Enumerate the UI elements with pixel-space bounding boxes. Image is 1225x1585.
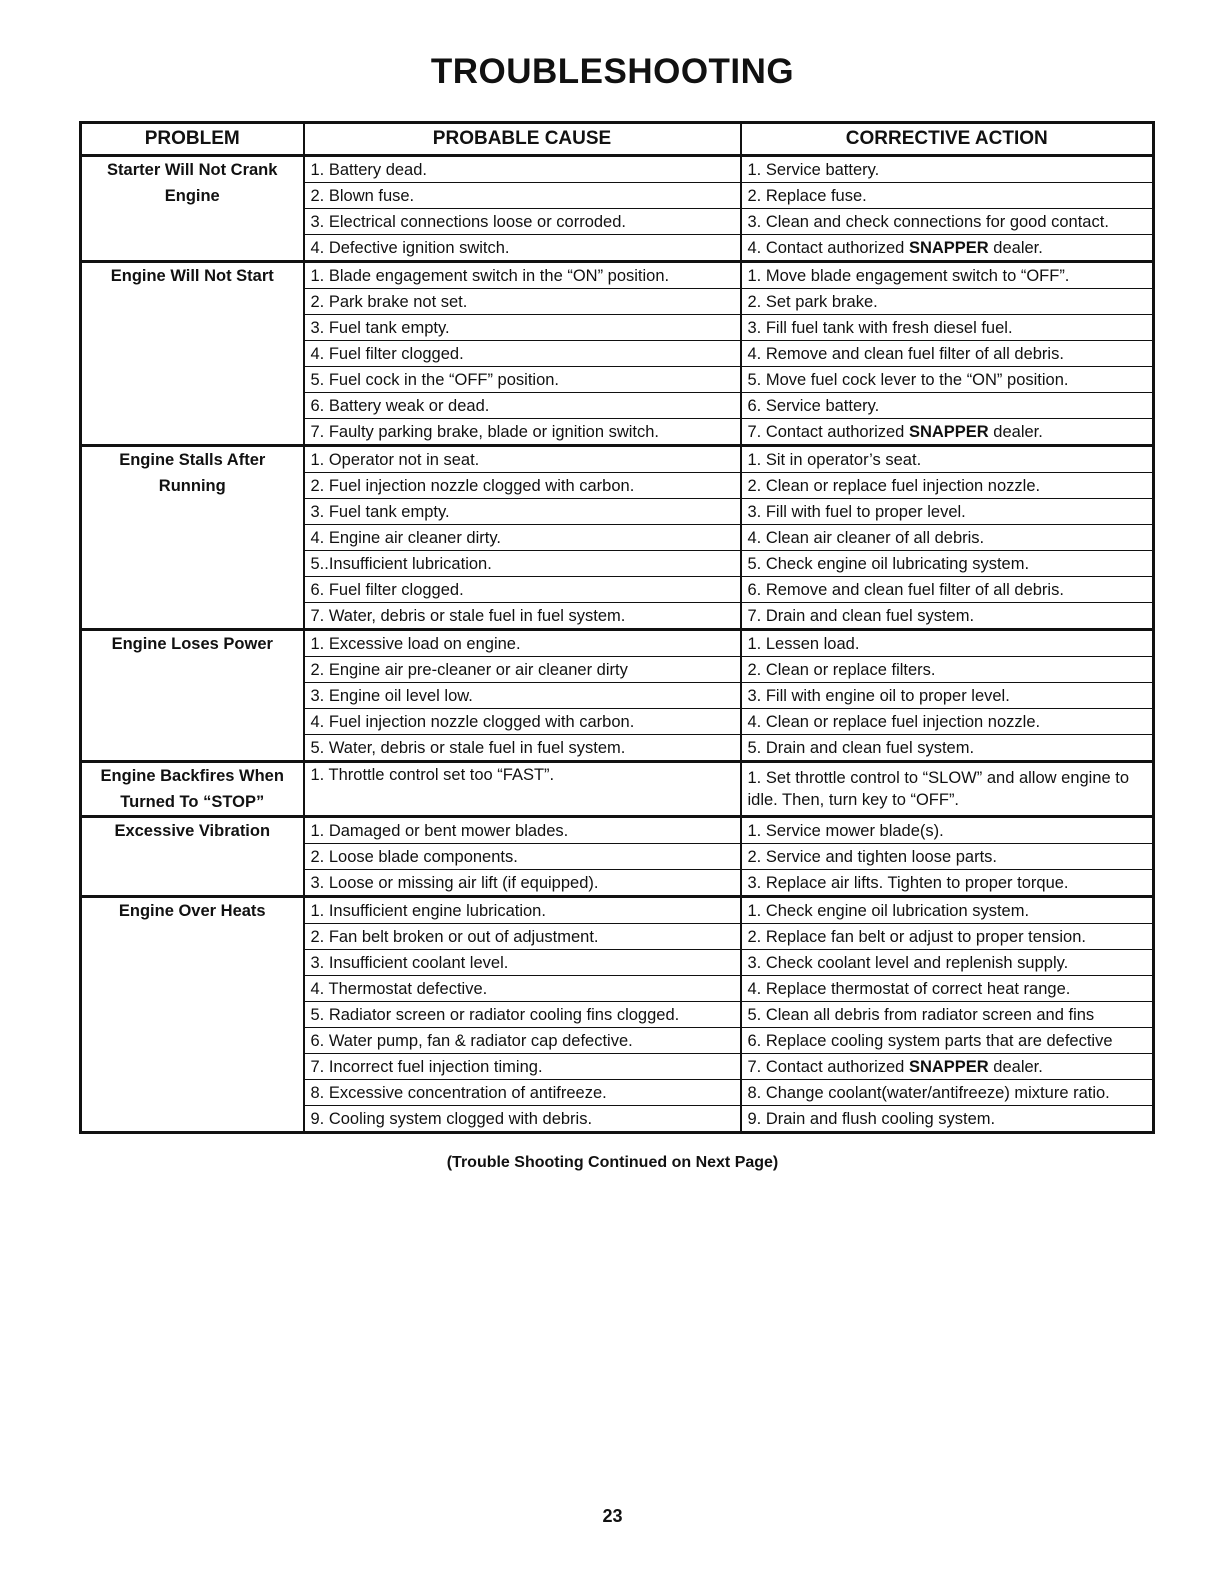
cause-cell: 2. Blown fuse. bbox=[304, 183, 741, 209]
action-cell: 5. Move fuel cock lever to the “ON” position. bbox=[741, 367, 1154, 393]
action-cell: 3. Replace air lifts. Tighten to proper torque. bbox=[741, 870, 1154, 897]
action-cell: 2. Set park brake. bbox=[741, 289, 1154, 315]
cause-cell: 4. Fuel injection nozzle clogged with carbon. bbox=[304, 709, 741, 735]
table-body bbox=[81, 156, 1154, 1133]
cause-cell: 3. Fuel tank empty. bbox=[304, 315, 741, 341]
problem-cell: Engine Over Heats bbox=[81, 897, 304, 1133]
cause-cell: 9. Cooling system clogged with debris. bbox=[304, 1106, 741, 1133]
action-cell: 8. Change coolant(water/antifreeze) mixture ratio. bbox=[741, 1080, 1154, 1106]
cause-cell: 1. Throttle control set too “FAST”. bbox=[304, 762, 741, 817]
cause-cell: 2. Park brake not set. bbox=[304, 289, 741, 315]
action-cell: 3. Fill with engine oil to proper level. bbox=[741, 683, 1154, 709]
action-cell bbox=[741, 1054, 1154, 1080]
action-cell: 4. Clean or replace fuel injection nozzle. bbox=[741, 709, 1154, 735]
cause-cell: 3. Engine oil level low. bbox=[304, 683, 741, 709]
problem-cell: Engine Backfires When Turned To “STOP” bbox=[81, 762, 304, 817]
cause-cell: 6. Battery weak or dead. bbox=[304, 393, 741, 419]
action-text-suffix: dealer. bbox=[988, 238, 1043, 257]
brand-name: SNAPPER bbox=[908, 1057, 989, 1076]
table-row bbox=[81, 630, 1154, 657]
cause-cell: 5. Fuel cock in the “OFF” position. bbox=[304, 367, 741, 393]
action-cell: 3. Clean and check connections for good contact. bbox=[741, 209, 1154, 235]
action-cell: 1. Set throttle control to “SLOW” and allow engine to idle. Then, turn key to “OFF”. bbox=[741, 762, 1154, 817]
action-cell bbox=[741, 235, 1154, 262]
cause-cell: 2. Engine air pre-cleaner or air cleaner dirty bbox=[304, 657, 741, 683]
cause-cell: 2. Fan belt broken or out of adjustment. bbox=[304, 924, 741, 950]
cause-cell: 4. Fuel filter clogged. bbox=[304, 341, 741, 367]
cause-cell: 1. Damaged or bent mower blades. bbox=[304, 817, 741, 844]
cause-cell: 2. Loose blade components. bbox=[304, 844, 741, 870]
table-row bbox=[81, 156, 1154, 183]
action-cell: 5. Drain and clean fuel system. bbox=[741, 735, 1154, 762]
action-cell: 4. Clean air cleaner of all debris. bbox=[741, 525, 1154, 551]
continued-note: (Trouble Shooting Continued on Next Page) bbox=[446, 1154, 779, 1171]
cause-cell: 6. Fuel filter clogged. bbox=[304, 577, 741, 603]
table-header-row bbox=[81, 123, 1154, 156]
cause-cell: 4. Defective ignition switch. bbox=[304, 235, 741, 262]
table-row bbox=[81, 817, 1154, 844]
cause-cell: 4. Thermostat defective. bbox=[304, 976, 741, 1002]
brand-name: SNAPPER bbox=[908, 238, 989, 257]
cause-cell: 3. Loose or missing air lift (if equipped). bbox=[304, 870, 741, 897]
action-cell: 3. Check coolant level and replenish supply. bbox=[741, 950, 1154, 976]
action-cell: 2. Replace fan belt or adjust to proper tension. bbox=[741, 924, 1154, 950]
page-title: TROUBLESHOOTING bbox=[430, 52, 795, 91]
action-cell: 6. Remove and clean fuel filter of all debris. bbox=[741, 577, 1154, 603]
cause-header: PROBABLE CAUSE bbox=[304, 123, 741, 156]
problem-cell: Starter Will Not Crank Engine bbox=[81, 156, 304, 262]
action-text-suffix: dealer. bbox=[988, 1057, 1043, 1076]
cause-cell: 1. Excessive load on engine. bbox=[304, 630, 741, 657]
action-cell: 2. Replace fuse. bbox=[741, 183, 1154, 209]
table-row bbox=[81, 762, 1154, 817]
brand-name: SNAPPER bbox=[908, 422, 989, 441]
cause-cell: 8. Excessive concentration of antifreeze. bbox=[304, 1080, 741, 1106]
action-cell: 9. Drain and flush cooling system. bbox=[741, 1106, 1154, 1133]
action-cell: 1. Move blade engagement switch to “OFF”. bbox=[741, 262, 1154, 289]
cause-cell: 2. Fuel injection nozzle clogged with carbon. bbox=[304, 473, 741, 499]
cause-cell: 5. Radiator screen or radiator cooling fins clogged. bbox=[304, 1002, 741, 1028]
action-cell: 4. Remove and clean fuel filter of all debris. bbox=[741, 341, 1154, 367]
cause-cell: 4. Engine air cleaner dirty. bbox=[304, 525, 741, 551]
cause-cell: 7. Water, debris or stale fuel in fuel system. bbox=[304, 603, 741, 630]
cause-cell: 1. Battery dead. bbox=[304, 156, 741, 183]
cause-cell: 5. Water, debris or stale fuel in fuel system. bbox=[304, 735, 741, 762]
action-cell: 2. Clean or replace fuel injection nozzle. bbox=[741, 473, 1154, 499]
action-cell: 1. Check engine oil lubrication system. bbox=[741, 897, 1154, 924]
problem-cell: Engine Loses Power bbox=[81, 630, 304, 762]
action-cell: 1. Service mower blade(s). bbox=[741, 817, 1154, 844]
cause-cell: 7. Faulty parking brake, blade or ignition switch. bbox=[304, 419, 741, 446]
action-text: 7. Contact authorized bbox=[747, 1057, 909, 1076]
cause-cell: 7. Incorrect fuel injection timing. bbox=[304, 1054, 741, 1080]
action-cell: 4. Replace thermostat of correct heat range. bbox=[741, 976, 1154, 1002]
cause-cell: 1. Blade engagement switch in the “ON” position. bbox=[304, 262, 741, 289]
action-cell: 2. Service and tighten loose parts. bbox=[741, 844, 1154, 870]
action-cell: 2. Clean or replace filters. bbox=[741, 657, 1154, 683]
action-cell: 3. Fill with fuel to proper level. bbox=[741, 499, 1154, 525]
cause-cell: 1. Operator not in seat. bbox=[304, 446, 741, 473]
action-text: 4. Contact authorized bbox=[747, 238, 909, 257]
cause-cell: 3. Insufficient coolant level. bbox=[304, 950, 741, 976]
table-row bbox=[81, 262, 1154, 289]
action-cell: 7. Drain and clean fuel system. bbox=[741, 603, 1154, 630]
table-row bbox=[81, 446, 1154, 473]
problem-cell: Engine Stalls After Running bbox=[81, 446, 304, 630]
action-cell: 5. Check engine oil lubricating system. bbox=[741, 551, 1154, 577]
cause-cell: 6. Water pump, fan & radiator cap defective. bbox=[304, 1028, 741, 1054]
action-cell bbox=[741, 419, 1154, 446]
table-row bbox=[81, 897, 1154, 924]
page-number: 23 bbox=[602, 1506, 623, 1526]
action-cell: 5. Clean all debris from radiator screen and fins bbox=[741, 1002, 1154, 1028]
cause-cell: 3. Fuel tank empty. bbox=[304, 499, 741, 525]
action-text-suffix: dealer. bbox=[988, 422, 1043, 441]
problem-cell: Engine Will Not Start bbox=[81, 262, 304, 446]
action-cell: 6. Replace cooling system parts that are defective bbox=[741, 1028, 1154, 1054]
action-cell: 1. Service battery. bbox=[741, 156, 1154, 183]
problem-cell: Excessive Vibration bbox=[81, 817, 304, 897]
cause-cell: 1. Insufficient engine lubrication. bbox=[304, 897, 741, 924]
action-cell: 6. Service battery. bbox=[741, 393, 1154, 419]
action-cell: 1. Sit in operator’s seat. bbox=[741, 446, 1154, 473]
action-cell: 1. Lessen load. bbox=[741, 630, 1154, 657]
action-cell: 3. Fill fuel tank with fresh diesel fuel. bbox=[741, 315, 1154, 341]
cause-cell: 3. Electrical connections loose or corroded. bbox=[304, 209, 741, 235]
cause-cell: 5..Insufficient lubrication. bbox=[304, 551, 741, 577]
problem-header: PROBLEM bbox=[81, 123, 304, 156]
troubleshooting-table bbox=[79, 121, 1155, 1134]
action-text: 7. Contact authorized bbox=[747, 422, 909, 441]
action-header: CORRECTIVE ACTION bbox=[741, 123, 1154, 156]
